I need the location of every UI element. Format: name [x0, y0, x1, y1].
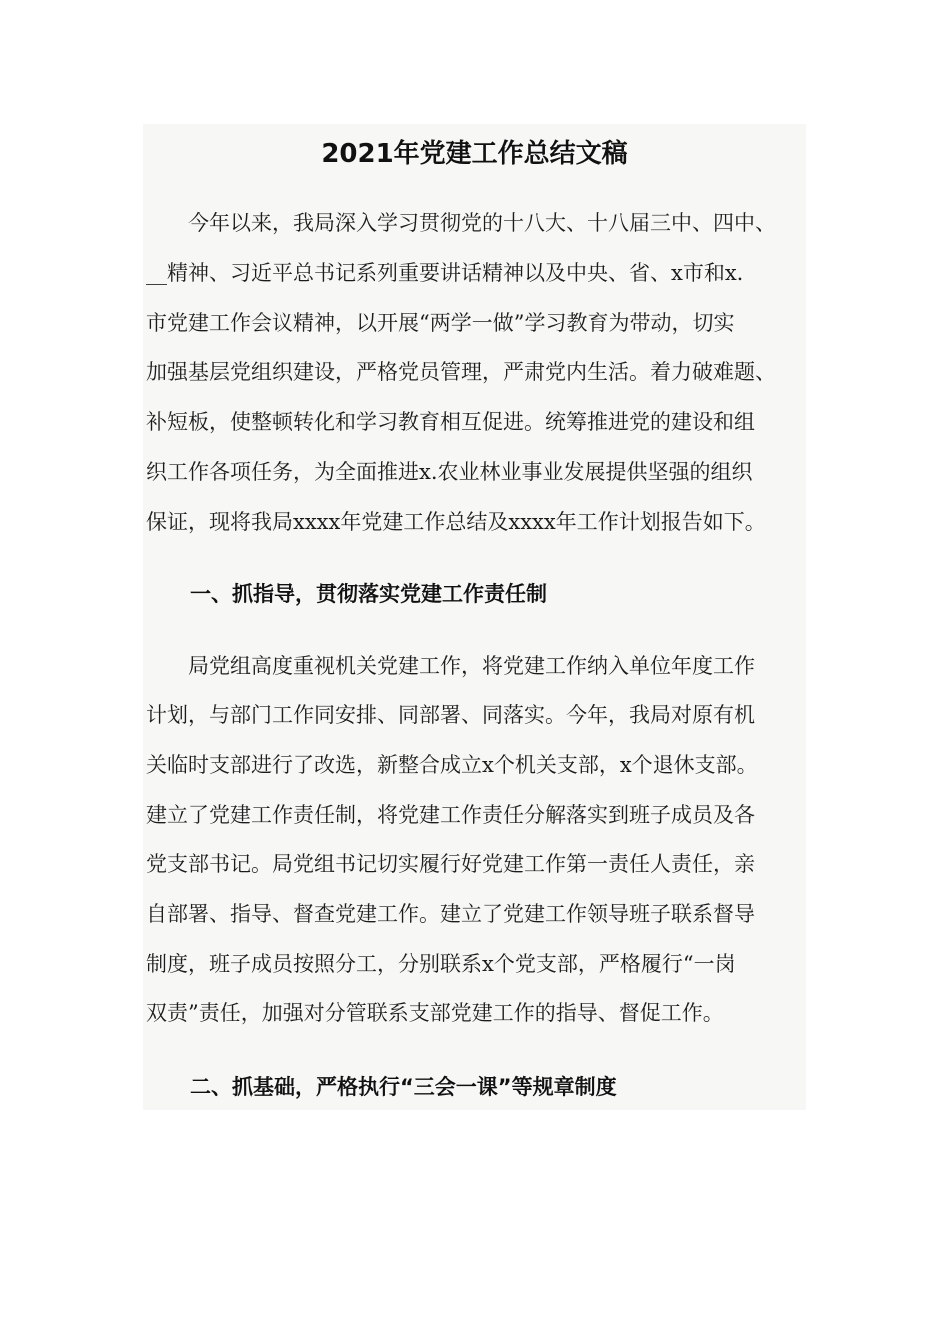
section-1-heading: 一、抓指导，贯彻落实党建工作责任制: [190, 582, 547, 606]
intro-paragraph-line: 保证，现将我局xxxx年党建工作总结及xxxx年工作计划报告如下。: [146, 510, 766, 534]
section-1-paragraph-line: 双责”责任，加强对分管联系支部党建工作的指导、督促工作。: [146, 1001, 724, 1025]
intro-paragraph-line: 织工作各项任务，为全面推进x.农业林业事业发展提供坚强的组织: [146, 460, 753, 484]
intro-paragraph-line: __精神、习近平总书记系列重要讲话精神以及中央、省、x市和x.: [146, 261, 744, 285]
section-1-paragraph-line: 计划，与部门工作同安排、同部署、同落实。今年，我局对原有机: [146, 703, 755, 727]
intro-paragraph-line: 市党建工作会议精神，以开展“两学一做”学习教育为带动，切实: [146, 311, 735, 335]
intro-paragraph-line: 今年以来，我局深入学习贯彻党的十八大、十八届三中、四中、: [146, 211, 776, 235]
intro-paragraph-line: 加强基层党组织建设，严格党员管理，严肃党内生活。着力破难题、: [146, 360, 776, 384]
section-1-paragraph-line: 关临时支部进行了改选，新整合成立x个机关支部，x个退休支部。: [146, 753, 758, 777]
section-1-paragraph-line: 建立了党建工作责任制，将党建工作责任分解落实到班子成员及各: [146, 803, 755, 827]
section-1-paragraph-line: 制度，班子成员按照分工，分别联系x个党支部，严格履行“一岗: [146, 952, 736, 976]
intro-paragraph-line: 补短板，使整顿转化和学习教育相互促进。统筹推进党的建设和组: [146, 410, 755, 434]
section-1-paragraph-line: 党支部书记。局党组书记切实履行好党建工作第一责任人责任，亲: [146, 852, 755, 876]
section-1-paragraph-line: 自部署、指导、督查党建工作。建立了党建工作领导班子联系督导: [146, 902, 755, 926]
section-2-heading: 二、抓基础，严格执行“三会一课”等规章制度: [190, 1075, 617, 1099]
document-title: 2021年党建工作总结文稿: [321, 139, 628, 169]
section-1-paragraph-line: 局党组高度重视机关党建工作，将党建工作纳入单位年度工作: [146, 654, 755, 678]
